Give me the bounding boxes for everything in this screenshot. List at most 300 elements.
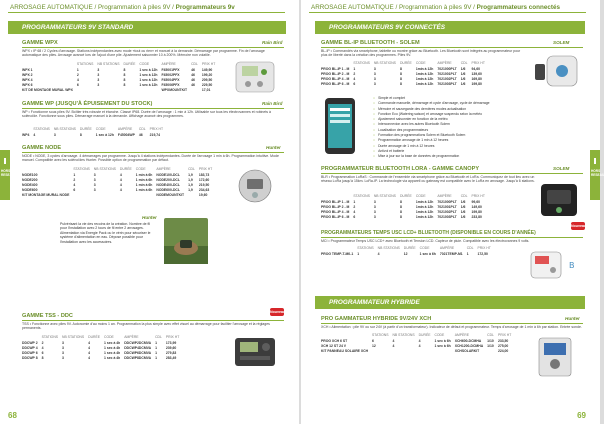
column-header: CODE	[95, 127, 106, 131]
table-cell: 4	[353, 209, 356, 214]
solem-rule	[321, 47, 583, 48]
table-cell: 4	[88, 345, 91, 350]
temp-rule	[321, 237, 583, 238]
temp-product-photo	[529, 250, 581, 280]
hybrid-table	[321, 333, 515, 354]
table-cell: XCH1200-DCMHA	[454, 343, 484, 348]
feature-item: ○ Fonction Eco (Watering saison) et arrosage suspendu selon la météo	[373, 112, 573, 117]
table-cell: 4	[41, 345, 44, 350]
header-middle: Programmation à piles 9V /	[398, 4, 477, 11]
table-cell: NODE100-DCL	[156, 172, 180, 177]
tss-rule	[22, 320, 284, 321]
column-header: CODE	[419, 246, 430, 250]
page-number: 69	[577, 411, 586, 420]
table-cell: WP4	[22, 132, 30, 137]
wp-description: WP • Fonctionne sous piles 9V. Boîtier très robuste et étanche. Classé IP68. Durée de l'arrosage : 1 min à 12h. Utilisable sur tous les électrovannes et robinets à solénoïde. Fonctionne sous piles. Démarrage manuel à la demande. Affichage avancé des programmes.	[22, 110, 271, 119]
table-cell: 12	[372, 343, 376, 348]
table-cell: 7021000PLT	[437, 66, 457, 71]
table-cell: NODE100	[22, 172, 38, 177]
table-cell: 4	[392, 343, 395, 348]
table-cell: DDCWP 8	[22, 356, 38, 361]
table-cell: PROG BL-IP 6 - M	[321, 215, 350, 220]
column-header: AMPÈRE	[437, 61, 452, 65]
column-header: NB STATIONS	[392, 333, 415, 337]
app-phone-photo	[315, 96, 365, 156]
column-header: NB STATIONS	[373, 61, 396, 65]
column-header: PRIX HT	[477, 246, 491, 250]
table-cell: F45004PFX	[161, 77, 180, 82]
table-cell: 4	[119, 182, 122, 187]
tss-table	[22, 335, 183, 361]
node-title: GAMME NODE	[22, 145, 62, 151]
wpx-title: GAMME WPX	[22, 40, 58, 46]
column-header: CDL	[188, 167, 195, 171]
table-cell: 4	[353, 76, 356, 81]
table-cell: 1	[155, 350, 157, 355]
table-cell: 199,80	[471, 82, 482, 87]
table-cell: 3	[62, 350, 64, 355]
feature-item: ○ Commande manuelle, démarrage et cycle d'arrosage, cycle de démarrage	[373, 101, 573, 106]
solem-table	[321, 61, 489, 87]
table-cell: 8	[399, 71, 402, 76]
table-cell: 283,49	[165, 356, 177, 361]
table-cell: 4	[73, 182, 76, 187]
table-cell	[77, 88, 97, 93]
table-cell: 1/6	[460, 215, 466, 220]
feature-item: ○ Durée arrosage de 1 min à 12 heures	[373, 144, 573, 149]
table-row	[22, 193, 216, 198]
column-header: PRIX HT	[497, 333, 512, 337]
table-cell: 1,9	[188, 182, 193, 187]
table-cell: 4	[88, 356, 91, 361]
table-cell: NODE200	[22, 177, 38, 182]
table-cell: NODEMOUNTKIT	[156, 193, 185, 198]
table-cell: 4	[88, 350, 91, 355]
column-header: CDL	[460, 194, 468, 198]
node-accessory-brand: Hunter	[142, 215, 157, 220]
table-cell: 4	[377, 251, 380, 256]
table-cell: 1/6	[460, 66, 466, 71]
column-header: CDL	[460, 61, 468, 65]
table-cell: 1/6	[460, 204, 466, 209]
feature-item: ○ Programmation arrosage de 1 min à 12 heures	[373, 138, 573, 143]
feature-item: ○ Formation des programmations Solem et Bluetooth Solem	[373, 133, 573, 138]
table-cell: 4	[119, 188, 122, 193]
table-cell: 17,01	[201, 88, 211, 93]
table-cell: 1/6	[460, 71, 466, 76]
table-cell: 1 sec à 4h	[104, 350, 121, 355]
table-cell: PROG BL-IP 2 - M	[321, 204, 350, 209]
table-cell: 4	[119, 172, 122, 177]
solem-brand: SOLEM	[553, 40, 570, 45]
table-cell: NODE600	[22, 188, 38, 193]
table-cell: 46	[191, 67, 195, 72]
feature-item: ○ Simple et complet	[373, 96, 573, 101]
column-header: CODE	[139, 62, 150, 66]
column-header: DURÉE	[123, 62, 136, 66]
column-header: AMPÈRE	[161, 62, 176, 66]
table-cell: F45006PFX	[161, 83, 180, 88]
table-cell: 99,60	[471, 199, 481, 204]
column-header: DURÉE	[88, 335, 101, 339]
column-header: CDL	[138, 127, 146, 131]
table-cell: 3	[62, 356, 64, 361]
temp-description: MCI • Programmateur Temps USC LCD+ avec Bluetooth et Tension LCD. Capteur de pluie. Compatible avec les électrovannes 9 volts.	[321, 239, 530, 243]
table-cell	[191, 88, 202, 93]
side-tab-label: HORS RESEAU	[591, 169, 604, 177]
column-header: AMPÈRE	[124, 335, 139, 339]
wp-title: GAMME WP (JUSQU'À ÉPUISEMENT DU STOCK)	[22, 101, 153, 107]
right-page	[301, 0, 604, 424]
hybrid-description: XCH • Alimentation : pile 9V ou sur 24V (à partir d'un transformateur). Indicateur de défaut et programmateur. Temps d'arrosage de 1 min à 6h par station. Entrée sonde.	[321, 325, 582, 329]
feature-item: ○ Ajustement saisonnier en fonction de la météo	[373, 117, 573, 122]
column-header: STATIONS	[357, 246, 374, 250]
left-header	[10, 4, 235, 11]
column-header: NB STATIONS	[97, 62, 120, 66]
table-cell: 139,60	[471, 71, 482, 76]
feature-item: ○ Mémoire et sauvegarde des dernières modes actualisation	[373, 107, 573, 112]
feature-item: ○ Mise à jour sur la base de données de programmation	[373, 154, 573, 159]
table-cell	[188, 193, 199, 198]
node-accessory-note: Pulvérisant la vie des recoins de la création. Nombre de fil pour l'installation avec 2 tours de fil entre 2 arrosages. Alimentation via Energie Pack ou le vérin pour sécuriser le système d'alimentation en eau. Dépose possible pour l'installation avec les accessoires.	[60, 222, 151, 244]
canopy-table	[321, 194, 489, 220]
table-cell: 173,99	[165, 340, 177, 345]
node-product-photo	[232, 168, 278, 204]
table-cell	[97, 88, 123, 93]
wpx-brand: Rain Bird	[262, 40, 283, 45]
column-header: STATIONS	[33, 127, 50, 131]
column-header: AMPÈRE	[156, 167, 171, 171]
table-cell: DDCWP 2	[22, 340, 38, 345]
feature-item: ○ Antivol et batterie	[373, 149, 573, 154]
table-cell: WPXMOUNTKIT	[161, 88, 188, 93]
table-cell: 1	[76, 67, 79, 72]
table-cell: 2	[41, 340, 44, 345]
table-cell: 1/6	[460, 82, 466, 87]
table-cell: 172,60	[198, 177, 210, 182]
column-header: CODE	[415, 194, 426, 198]
table-cell: PROG XCH 6 ST	[321, 338, 348, 343]
column-header: AMPÈRE	[437, 194, 452, 198]
table-cell: 6	[73, 188, 76, 193]
table-cell: XCHSOLARKIT	[454, 348, 480, 353]
table-cell: 1 sec à 4h	[104, 340, 121, 345]
table-cell: 8	[399, 76, 402, 81]
table-cell: 1	[155, 356, 157, 361]
column-header: CDL	[487, 333, 494, 337]
tss-title: GAMME TSS - DDC	[22, 313, 73, 319]
table-cell: 46	[191, 72, 195, 77]
header-rule	[309, 12, 586, 13]
table-cell: 1min à 12h	[415, 204, 434, 209]
tss-product-photo	[232, 334, 278, 370]
column-header: PRIX HT	[198, 167, 213, 171]
table-cell	[372, 348, 392, 353]
column-header: DURÉE	[399, 194, 412, 198]
table-cell: WPX 1	[22, 67, 33, 72]
table-row	[22, 88, 219, 93]
table-cell: 1	[353, 66, 356, 71]
table-cell: PROG TEMP-T-M0-1	[321, 251, 354, 256]
solem-product-photo	[533, 54, 581, 88]
table-cell: 1/6	[460, 209, 466, 214]
table-cell: 7021TEMP-M1	[439, 251, 463, 256]
table-cell: 2	[353, 71, 356, 76]
table-cell: 279,83	[165, 350, 177, 355]
table-cell: 12	[403, 251, 408, 256]
table-cell: WPX 2	[22, 72, 33, 77]
page-number: 68	[8, 411, 17, 420]
side-tab-mark	[4, 158, 6, 164]
section-banner: PROGRAMMATEURS 9V CONNECTÉS	[315, 21, 585, 34]
canopy-title: PROGRAMMATEUR BLUETOOTH LORA - GAMME CANOPY	[321, 166, 480, 172]
wpx-product-photo	[232, 60, 278, 94]
left-page	[0, 0, 299, 424]
table-cell: XCH600-DCMHA	[454, 338, 482, 343]
table-cell: PROG BL-IP 4 - M	[321, 76, 350, 81]
table-cell: 1 sec à 12h	[139, 83, 158, 88]
table-cell: 209,50	[201, 77, 213, 82]
column-header: NB STATIONS	[62, 335, 85, 339]
table-cell	[434, 348, 454, 353]
column-header: PRIX HT	[471, 61, 485, 65]
table-cell: PROG BL-IP 6 - M	[321, 82, 350, 87]
column-header: CODE	[135, 167, 146, 171]
table-cell: 1 min à 6h	[135, 172, 153, 177]
table-cell: 149,90	[201, 67, 213, 72]
feature-item: ○ Interconnexion avec les autres Bluetooth Solem	[373, 122, 573, 127]
table-cell: 1/6	[460, 199, 466, 204]
header-suffix: Programmateurs connectés	[476, 4, 560, 11]
feature-item: ○ Localisation des programmateurs	[373, 128, 573, 133]
table-cell: 4	[88, 340, 91, 345]
column-header: CDL	[466, 246, 474, 250]
table-cell: F45002PFX	[161, 72, 180, 77]
table-cell: F45004WP	[117, 132, 135, 137]
table-cell: 3	[373, 76, 376, 81]
table-cell: 46	[191, 83, 195, 88]
table-cell: NODE600-DCL	[156, 188, 180, 193]
tss-new-badge: Nouveau	[270, 310, 286, 314]
table-cell: 233,80	[471, 215, 482, 220]
column-header: PRIX HT	[471, 194, 485, 198]
table-cell: 8	[79, 132, 82, 137]
column-header: STATIONS	[41, 335, 59, 339]
table-cell: 6	[41, 350, 44, 355]
table-cell: PROG BL-IP 1 - M	[321, 199, 350, 204]
table-cell: 8	[399, 209, 402, 214]
table-cell: PROG BL-IP 1 - M	[321, 66, 350, 71]
table-cell: PROG BL-IP 4 - M	[321, 209, 350, 214]
table-cell: 46	[191, 77, 195, 82]
column-header: STATIONS	[372, 333, 389, 337]
table-cell: 8	[399, 66, 402, 71]
table-cell: DDCWP 6	[22, 350, 38, 355]
table-cell: 8	[399, 215, 402, 220]
table-cell: 1,9	[188, 188, 193, 193]
table-cell: 1 sec à 12h	[139, 67, 158, 72]
table-cell: WPX 4	[22, 77, 33, 82]
table-cell: 3	[373, 204, 376, 209]
table-cell: 1 sec à 6h	[419, 251, 436, 256]
table-cell: 3	[373, 71, 376, 76]
column-header: DURÉE	[418, 333, 431, 337]
table-cell: NODE200-DCL	[156, 177, 180, 182]
table-cell: KIT MONTAGE MURAL NODE	[22, 193, 70, 198]
table-cell: 1min à 12h	[415, 215, 434, 220]
table-cell: 8	[399, 82, 402, 87]
table-cell: 1	[155, 345, 157, 350]
table-cell: 2	[73, 177, 76, 182]
table-cell: 3	[93, 182, 96, 187]
node-brand: Hunter	[266, 145, 281, 150]
node-description: NODE • NODE, 3 cycles d'arrosage. 4 démarrages par programme. Jusqu'à 4 stations indépendantes. Durée de l'arrosage 1 min à 6h. Programmation intuitive. Mode manuel. Compatible avec les solénoïdes Hunter. Possible option de programmation par défaut.	[22, 154, 279, 163]
node-garden-photo	[164, 218, 208, 264]
solem-feature-list	[373, 96, 573, 160]
table-cell: DDCWP 4	[22, 345, 38, 350]
column-header: PRIX HT	[165, 335, 180, 339]
node-rule	[22, 152, 284, 153]
table-cell: 1 sec à 4h	[104, 356, 121, 361]
wp-rule	[22, 108, 284, 109]
table-row	[321, 215, 489, 220]
table-cell: 4	[418, 338, 421, 343]
table-cell: 6	[76, 83, 79, 88]
table-cell: 1 sec à 4h	[104, 345, 121, 350]
table-row	[321, 82, 489, 87]
canopy-product-photo	[537, 180, 581, 220]
hybrid-brand: Hunter	[565, 316, 580, 321]
column-header: CDL	[155, 335, 162, 339]
column-header: AMPÈRE	[439, 246, 455, 250]
table-cell: 224,00	[497, 348, 509, 353]
wp-brand: Rain Bird	[262, 101, 283, 106]
table-cell: 8	[399, 204, 402, 209]
table-cell: 3	[93, 177, 96, 182]
table-cell: 1 sec à 12h	[95, 132, 114, 137]
table-cell: 46	[138, 132, 143, 137]
table-cell: DDCWP4DCMVA	[124, 345, 152, 350]
table-cell: 3	[93, 172, 96, 177]
table-cell: 7021002PLT	[437, 209, 457, 214]
table-cell: PROG BL-IP 2 - M	[321, 71, 350, 76]
side-tab	[590, 150, 604, 200]
column-header: NB STATIONS	[53, 127, 76, 131]
column-header: STATIONS	[73, 167, 90, 171]
right-header	[311, 4, 560, 11]
table-cell: 7021001PLT	[437, 204, 457, 209]
table-cell: 1,9	[188, 177, 193, 182]
table-cell: 1 min à 6h	[135, 177, 153, 182]
wp-table	[22, 127, 167, 137]
table-cell: 234,63	[198, 188, 210, 193]
table-cell	[120, 193, 136, 198]
temp-title: PROGRAMMATEURS TEMPS USC LCD+ BLUETOOTH (DISPONIBLE EN COURS D'ANNÉE)	[321, 230, 536, 236]
table-cell: 7021002PLT	[437, 76, 457, 81]
column-header: NB STATIONS	[373, 194, 396, 198]
table-cell: 4	[33, 132, 36, 137]
column-header: PRIX HT	[201, 62, 216, 66]
header-prefix: ARROSAGE AUTOMATIQUE /	[311, 4, 399, 11]
table-cell: DDCWP2DCMVA	[124, 340, 152, 345]
table-cell: 3	[373, 82, 376, 87]
table-cell: 172,50	[477, 251, 488, 256]
table-cell: 1/6	[460, 76, 466, 81]
table-cell: 275,00	[497, 343, 509, 348]
canopy-brand: SOLEM	[553, 166, 570, 171]
table-cell: 1 sec à 6h	[434, 338, 451, 343]
table-cell: 199,80	[471, 209, 482, 214]
table-row	[22, 356, 183, 361]
table-cell: 1min à 12h	[415, 209, 434, 214]
table-cell: 1	[466, 251, 469, 256]
table-cell: 4	[392, 338, 395, 343]
table-cell: 169,80	[471, 76, 482, 81]
table-cell	[123, 88, 139, 93]
table-cell: 8	[399, 199, 402, 204]
table-cell: 1,9	[188, 172, 193, 177]
table-cell: 8	[41, 356, 44, 361]
column-header: DURÉE	[79, 127, 92, 131]
canopy-description: BLR • Programmation LoRaS : Commande de l'ensemble via smartphone grâce au Bluetooth et LoRa. Communiquez de tout lieu avec un réseau LoRa jusqu'à 15km. LoRa-IP. La technologie via appareil ou gateway est compatible avec le LoRa en arrosage. Jusqu'à 6 stations.	[321, 175, 535, 184]
table-cell: 4	[119, 177, 122, 182]
table-cell: 1min à 12h	[415, 66, 434, 71]
table-cell: 3	[53, 132, 56, 137]
table-cell	[73, 193, 93, 198]
column-header: AMPÈRE	[117, 127, 133, 131]
table-cell: 229,50	[201, 83, 213, 88]
column-header: STATIONS	[353, 61, 370, 65]
table-cell: 3	[93, 188, 96, 193]
svg-text:𝖡: 𝖡	[569, 261, 575, 270]
table-cell	[392, 348, 418, 353]
column-header: CDL	[191, 62, 198, 66]
table-cell: 1min à 12h	[415, 82, 434, 87]
column-header: STATIONS	[76, 62, 94, 66]
hybrid-product-photo	[529, 336, 581, 378]
table-cell: 3	[373, 209, 376, 214]
wpx-table	[22, 62, 219, 93]
table-cell: 8	[123, 77, 126, 82]
table-cell: 7021000PLT	[437, 199, 457, 204]
table-cell: 3	[62, 340, 64, 345]
table-cell	[94, 193, 120, 198]
table-cell: 239,60	[165, 345, 177, 350]
column-header: STATIONS	[353, 194, 370, 198]
header-middle: Programmation à piles 9V /	[97, 4, 176, 11]
table-cell: 183,73	[198, 172, 210, 177]
table-cell: 219,50	[198, 182, 210, 187]
table-cell: WPX 6	[22, 83, 33, 88]
table-cell: 233,50	[497, 338, 509, 343]
table-cell: DDCWP6DCMVA	[124, 350, 152, 355]
table-cell: 1 sec à 6h	[434, 343, 451, 348]
solem-title: GAMME BL-IP BLUETOOTH - SOLEM	[321, 40, 420, 46]
table-cell: 6	[372, 338, 374, 343]
table-cell: 1min à 12h	[415, 71, 434, 76]
table-cell: 1	[353, 199, 356, 204]
table-cell: 7021001PLT	[437, 71, 457, 76]
table-cell: F45001PFX	[161, 67, 180, 72]
table-cell	[419, 348, 435, 353]
table-cell: 3	[97, 77, 100, 82]
header-suffix: Programmateurs 9v	[175, 4, 235, 11]
header-prefix: ARROSAGE AUTOMATIQUE /	[10, 4, 98, 11]
section-banner: PROGRAMMATEURS 9V STANDARD	[8, 21, 286, 34]
table-cell: 1 sec à 12h	[139, 72, 158, 77]
table-cell: NODE400	[22, 182, 38, 187]
column-header: NB STATIONS	[377, 246, 400, 250]
